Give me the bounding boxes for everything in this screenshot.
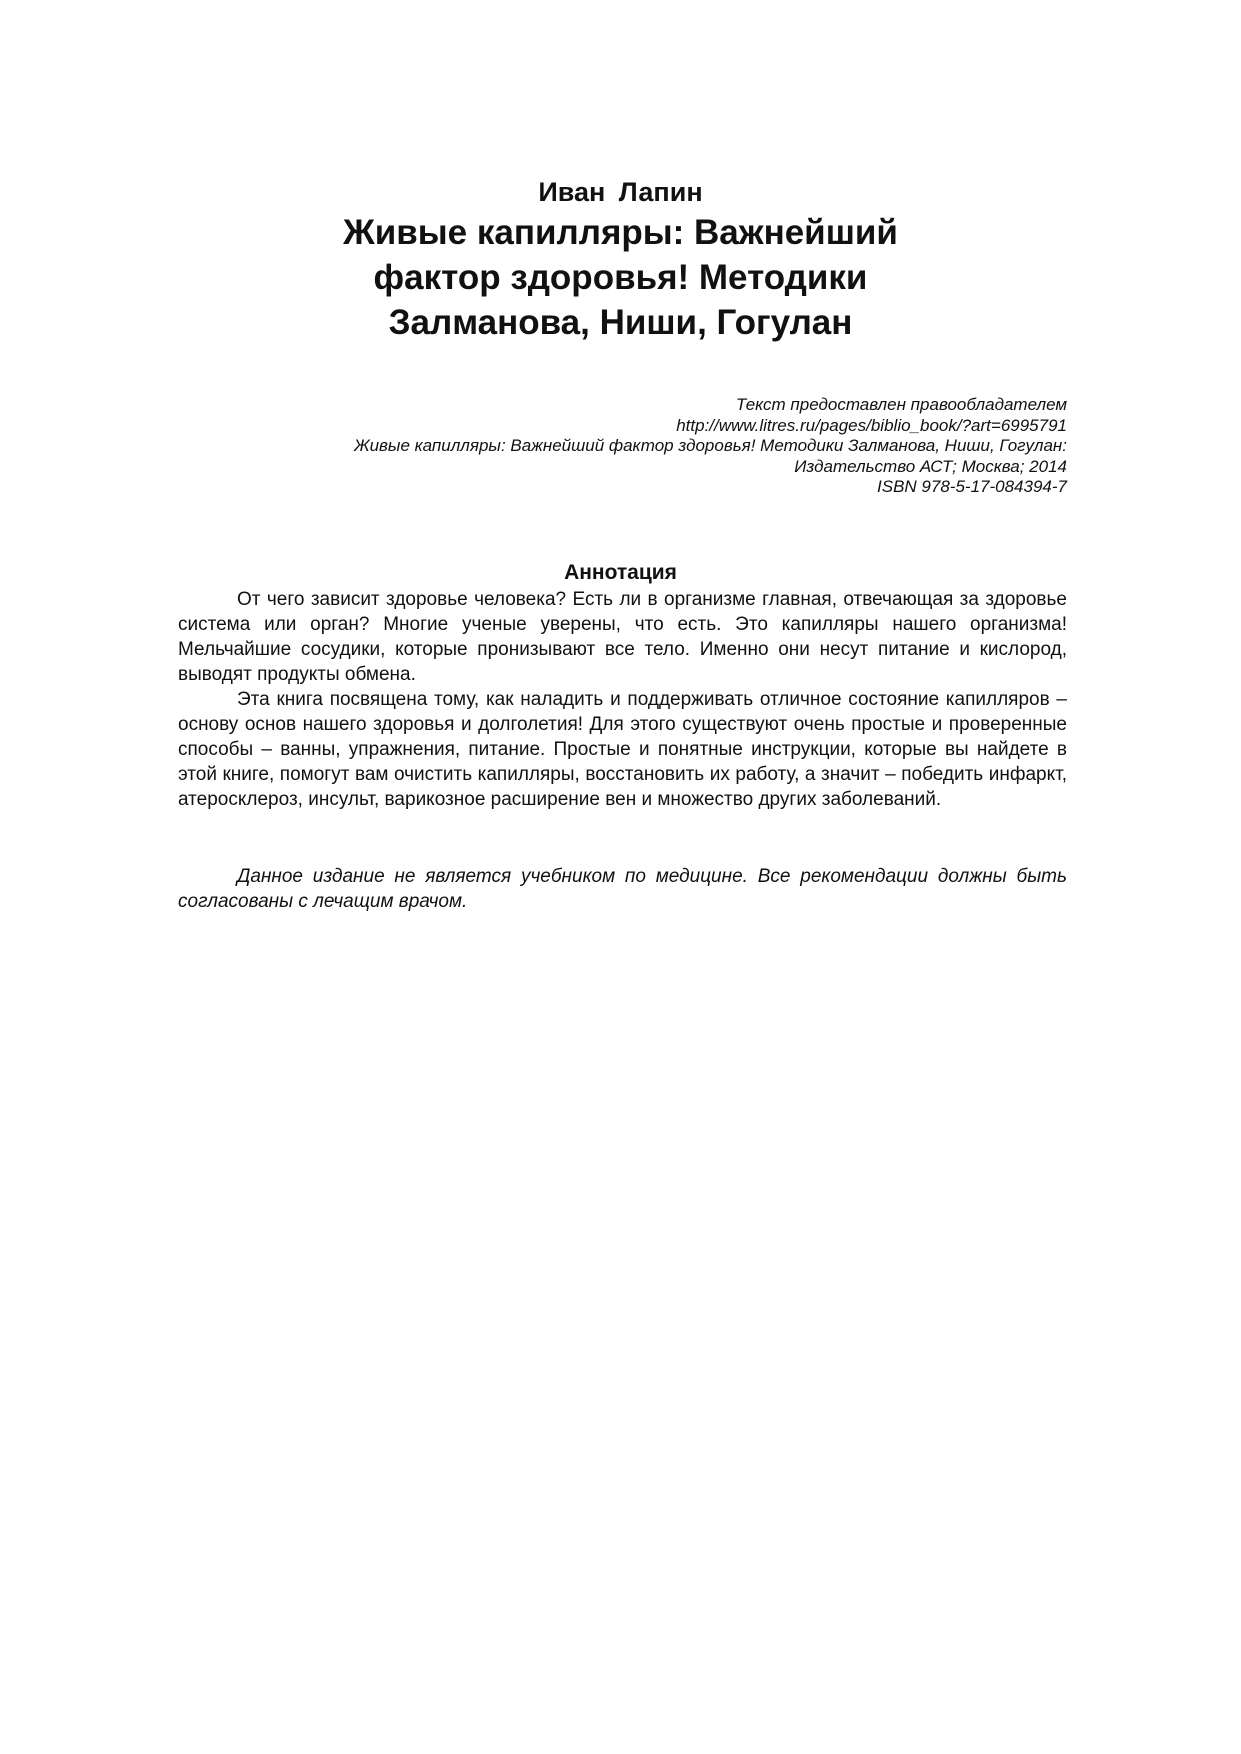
annotation-paragraph: От чего зависит здоровье человека? Есть ли в организме главная, отвечающая за здоровье система или орган? Многие ученые уверены, что есть. Это капилляры нашего организма! Мельчайшие сосудики, которые пронизывают все тело. Именно они несут питание и кислород, выводят продукты обмена. — [178, 589, 1067, 685]
publisher-info: Издательство АСТ; Москва; 2014 — [794, 456, 1067, 476]
isbn: ISBN 978-5-17-084394-7 — [877, 477, 1067, 496]
book-title-line: фактор здоровья! Методики — [373, 258, 868, 297]
book-title — [290, 210, 951, 345]
source-url: http://www.litres.ru/pages/biblio_book/?art=6995791 — [676, 415, 1067, 435]
bibliographic-title: Живые капилляры: Важнейший фактор здоровья! Методики Залманова, Ниши, Гогулан: — [354, 436, 1067, 455]
book-author: Иван Лапин — [538, 177, 703, 207]
annotation-body — [178, 587, 1067, 812]
medical-disclaimer: Данное издание не является учебником по медицине. Все рекомендации должны быть согласованы с лечащим врачом. — [178, 866, 1067, 912]
book-title-line: Живые капилляры: Важнейший — [343, 213, 898, 252]
rights-holder-note: Текст предоставлен правообладателем — [735, 395, 1067, 414]
annotation-paragraph: Эта книга посвящена тому, как наладить и поддерживать отличное состояние капилляров – основу основ нашего здоровья и долголетия! Для этого существуют очень простые и проверенные способы – ванны, упражнения, питание. Простые и понятные инструкции, которые вы найдете в этой книге, помогут вам очистить капилляры, восстановить их работу, а значит – победить инфаркт, атеросклероз, инсульт, варикозное расширение вен и множество других заболеваний. — [178, 689, 1067, 810]
book-title-line: Залманова, Ниши, Гогулан — [388, 303, 853, 342]
annotation-heading: Аннотация — [564, 561, 677, 584]
publication-info — [250, 395, 1067, 498]
